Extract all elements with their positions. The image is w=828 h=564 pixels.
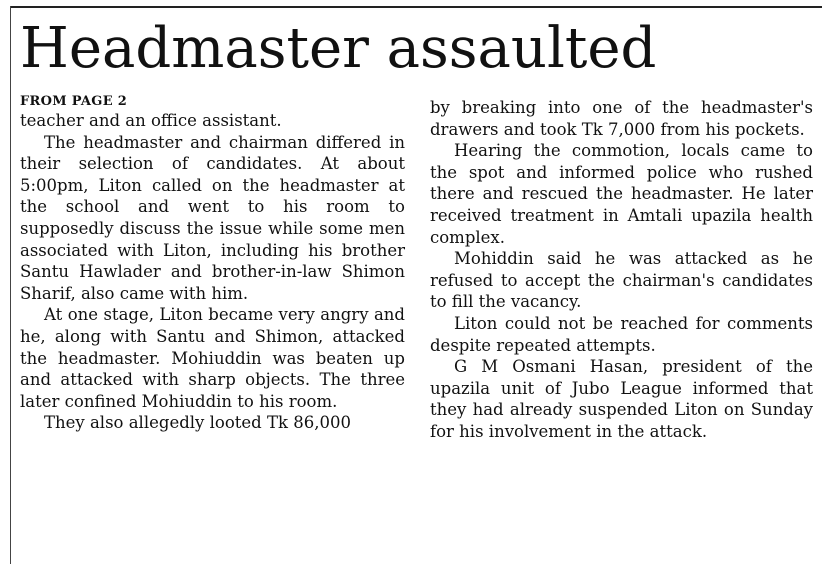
paragraph: G M Osmani Hasan, president of the upazila unit of Jubo League informed that they had already suspended Liton on Sunday for his involvement in the attack.: [430, 357, 813, 441]
paragraph: At one stage, Liton became very angry and he, along with Santu and Shimon, attacked the headmaster. Mohiuddin was beaten up and attacked with sharp objects. The three later confined Mohiuddin to his room.: [20, 305, 405, 411]
paragraph: They also allegedly looted Tk 86,000: [44, 413, 351, 433]
paragraph: The headmaster and chairman differed in their selection of candidates. At about 5:00pm, Liton called on the headmaster at the school and went to his room to supposedly discuss the issue while some men associated with Liton, including his brother Santu Hawlader and brother-in-law Shimon Sharif, also came with him.: [20, 132, 405, 303]
headline: Headmaster assaulted: [20, 16, 657, 81]
paragraph: Mohiddin said he was attacked as he refused to accept the chairman's candidates to fill the vacancy.: [430, 249, 813, 312]
left-column-rule: [10, 6, 11, 564]
paragraph: Liton could not be reached for comments despite repeated attempts.: [430, 313, 813, 355]
paragraph: teacher and an office assistant.: [20, 111, 282, 130]
paragraph: Hearing the commotion, locals came to the spot and informed police who rushed there and rescued the headmaster. He later received treatment in Amtali upazila health complex.: [430, 141, 813, 247]
paragraph: by breaking into one of the headmaster's drawers and took Tk 7,000 from his pockets.: [430, 98, 813, 139]
article-column-1: [20, 94, 405, 434]
top-rule: [10, 6, 822, 8]
continuation-kicker: FROM PAGE 2: [20, 94, 128, 109]
article-column-2: [430, 97, 813, 443]
